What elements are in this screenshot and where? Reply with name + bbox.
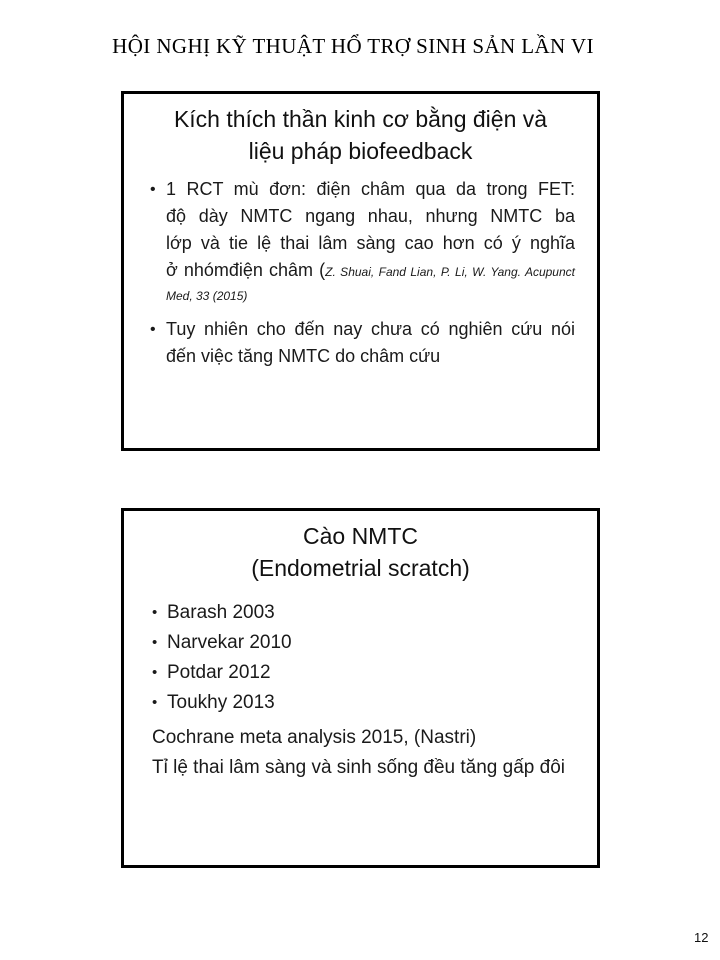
slide-2 (121, 508, 600, 868)
citation-text: Z. Shuai, Fand Lian, P. Li, W. Yang. Acupunct (325, 265, 575, 279)
bullet-dot-icon: • (152, 694, 158, 711)
slide-1-title (124, 103, 597, 167)
page-header: HỘI NGHỊ KỸ THUẬT HỔ TRỢ SINH SẢN LẦN VI (112, 34, 594, 58)
slide-1-body (124, 176, 597, 370)
slide-1-title-line-2: liệu pháp biofeedback (248, 138, 473, 164)
list-item (152, 658, 587, 688)
list-item-label: Narvekar 2010 (167, 632, 292, 653)
list-item (152, 628, 587, 658)
footer-line-1: Cochrane meta analysis 2015, (Nastri) (152, 727, 477, 748)
bullet-dot-icon: • (150, 321, 156, 338)
bullet-1-line-4-text: ở nhómđiện châm ( (166, 260, 326, 280)
citation-line-2: Med, 33 (2015) (166, 289, 248, 303)
slide-2-title-line-1: Cào NMTC (302, 523, 418, 549)
slide-1-title-line-1: Kích thích thần kinh cơ bằng điện và (173, 106, 548, 132)
slide-1-bullet-1 (150, 176, 575, 307)
bullet-dot-icon: • (150, 181, 156, 198)
bullet-1-line-3: lớp và tie lệ thai lâm sàng cao hơn có ý nghĩa (166, 233, 575, 253)
bullet-2-line-2: đến việc tăng NMTC do châm cứu (166, 346, 441, 366)
bullet-dot-icon: • (152, 604, 158, 621)
page-number: 12 (694, 930, 709, 945)
list-item-label: Potdar 2012 (167, 662, 271, 683)
list-item (152, 688, 587, 718)
slide-1-bullet-2 (150, 316, 575, 370)
slide-2-body (124, 598, 597, 783)
bullet-dot-icon: • (152, 664, 158, 681)
slide-2-title (124, 520, 597, 584)
bullet-2-line-1: Tuy nhiên cho đến nay chưa có nghiên cứu nói (166, 319, 575, 339)
slide-2-title-line-2: (Endometrial scratch) (251, 555, 470, 581)
bullet-dot-icon: • (152, 634, 158, 651)
slide-1 (121, 91, 600, 451)
list-item-label: Toukhy 2013 (167, 692, 275, 713)
bullet-1-line-4 (166, 257, 575, 286)
bullet-1-line-2: độ dày NMTC ngang nhau, nhưng NMTC ba (166, 206, 575, 226)
footer-line-2: Tỉ lệ thai lâm sàng và sinh sống đều tăng gấp đôi (152, 757, 565, 778)
bullet-1-line-1: 1 RCT mù đơn: điện châm qua da trong FET: (166, 179, 575, 199)
list-item-label: Barash 2003 (167, 602, 275, 623)
list-item (152, 598, 587, 628)
slide-2-footer (152, 723, 587, 783)
